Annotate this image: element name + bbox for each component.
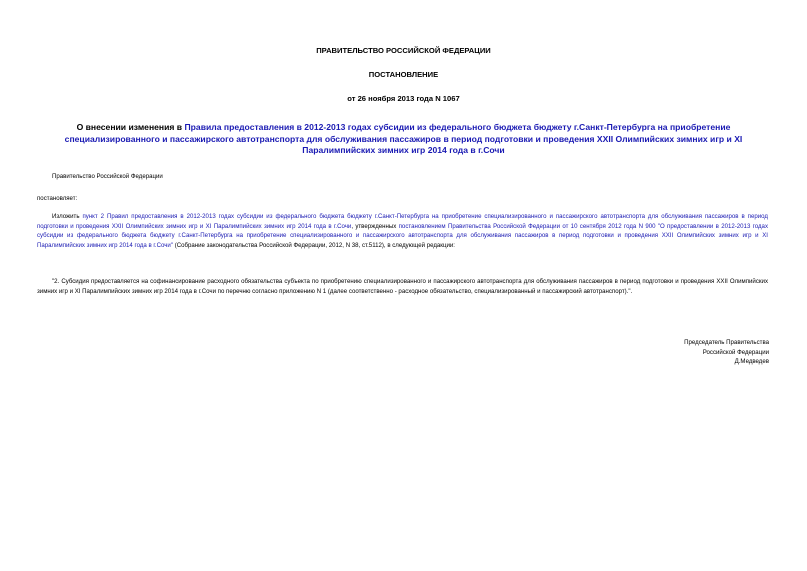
main-text-3: (Собрание законодательства Российской Федерации, 2012, N 38, ст.5112), в следующей редакции: (173, 241, 455, 249)
resolves-line: постановляет: (37, 195, 78, 202)
document-title (40, 122, 767, 157)
authority-heading: ПРАВИТЕЛЬСТВО РОССИЙСКОЙ ФЕДЕРАЦИИ (316, 46, 491, 55)
title-rules-link[interactable]: Правила предоставления в 2012-2013 годах субсидии из федерального бюджета бюджету г.Санкт-Петербурга на приобретение специализированного и пассажирского автотранспорта для обслуживания пассажиров в период подготовки и проведения XXII Олимпийских зимних игр и XI Паралимпийских зимних игр 2014 года в г.Сочи (64, 122, 743, 155)
signature-country: Российской Федерации (702, 348, 769, 356)
date-number-heading: от 26 ноября 2013 года N 1067 (347, 94, 460, 103)
main-text-2: , утвержденных (351, 222, 399, 230)
document-type-heading: ПОСТАНОВЛЕНИЕ (368, 70, 439, 79)
signature-position: Председатель Правительства (684, 339, 769, 346)
title-prefix: О внесении изменения в (76, 122, 185, 132)
resolution-900-link[interactable]: постановлением Правительства Российской Федерации от 10 сентября 2012 года N 900 "О предоставлении в 2012-2013 годах субсидии из федерального бюджета бюджету г.Санкт-Петербурга на приобретение специализированного и пассажирского автотранспорта для обслуживания пассажиров в период подготовки и проведения XXII Олимпийских зимних игр и XI Паралимпийских зимних игр 2014 года в г.Сочи" (37, 222, 768, 249)
rules-point-link[interactable]: пункт 2 Правил предоставления в 2012-2013 годах субсидии из федерального бюджета бюджету г.Санкт-Петербурга на приобретение специализированного и пассажирского автотранспорта для обслуживания пассажиров в период подготовки и проведения XXII Олимпийских зимних игр и XI Паралимпийских зимних игр 2014 года в г.Сочи (37, 213, 768, 230)
government-line: Правительство Российской Федерации (52, 173, 163, 180)
main-paragraph (37, 212, 768, 250)
quoted-paragraph: "2. Субсидия предоставляется на софинансирование расходного обязательства субъекта по приобретению специализированного и пассажирского автотранспорта для обслуживания пассажиров в период подготовки и проведения XXII Олимпийских зимних игр и XI Паралимпийских зимних игр 2014 года в г.Сочи по перечню согласно приложению N 1 (далее соответственно - расходное обязательство, специализированный и пассажирский автотранспорт).". (37, 278, 768, 295)
signature-block (684, 338, 769, 367)
main-text-1: Изложить (52, 213, 83, 220)
signature-name: Д.Медведев (734, 358, 769, 366)
